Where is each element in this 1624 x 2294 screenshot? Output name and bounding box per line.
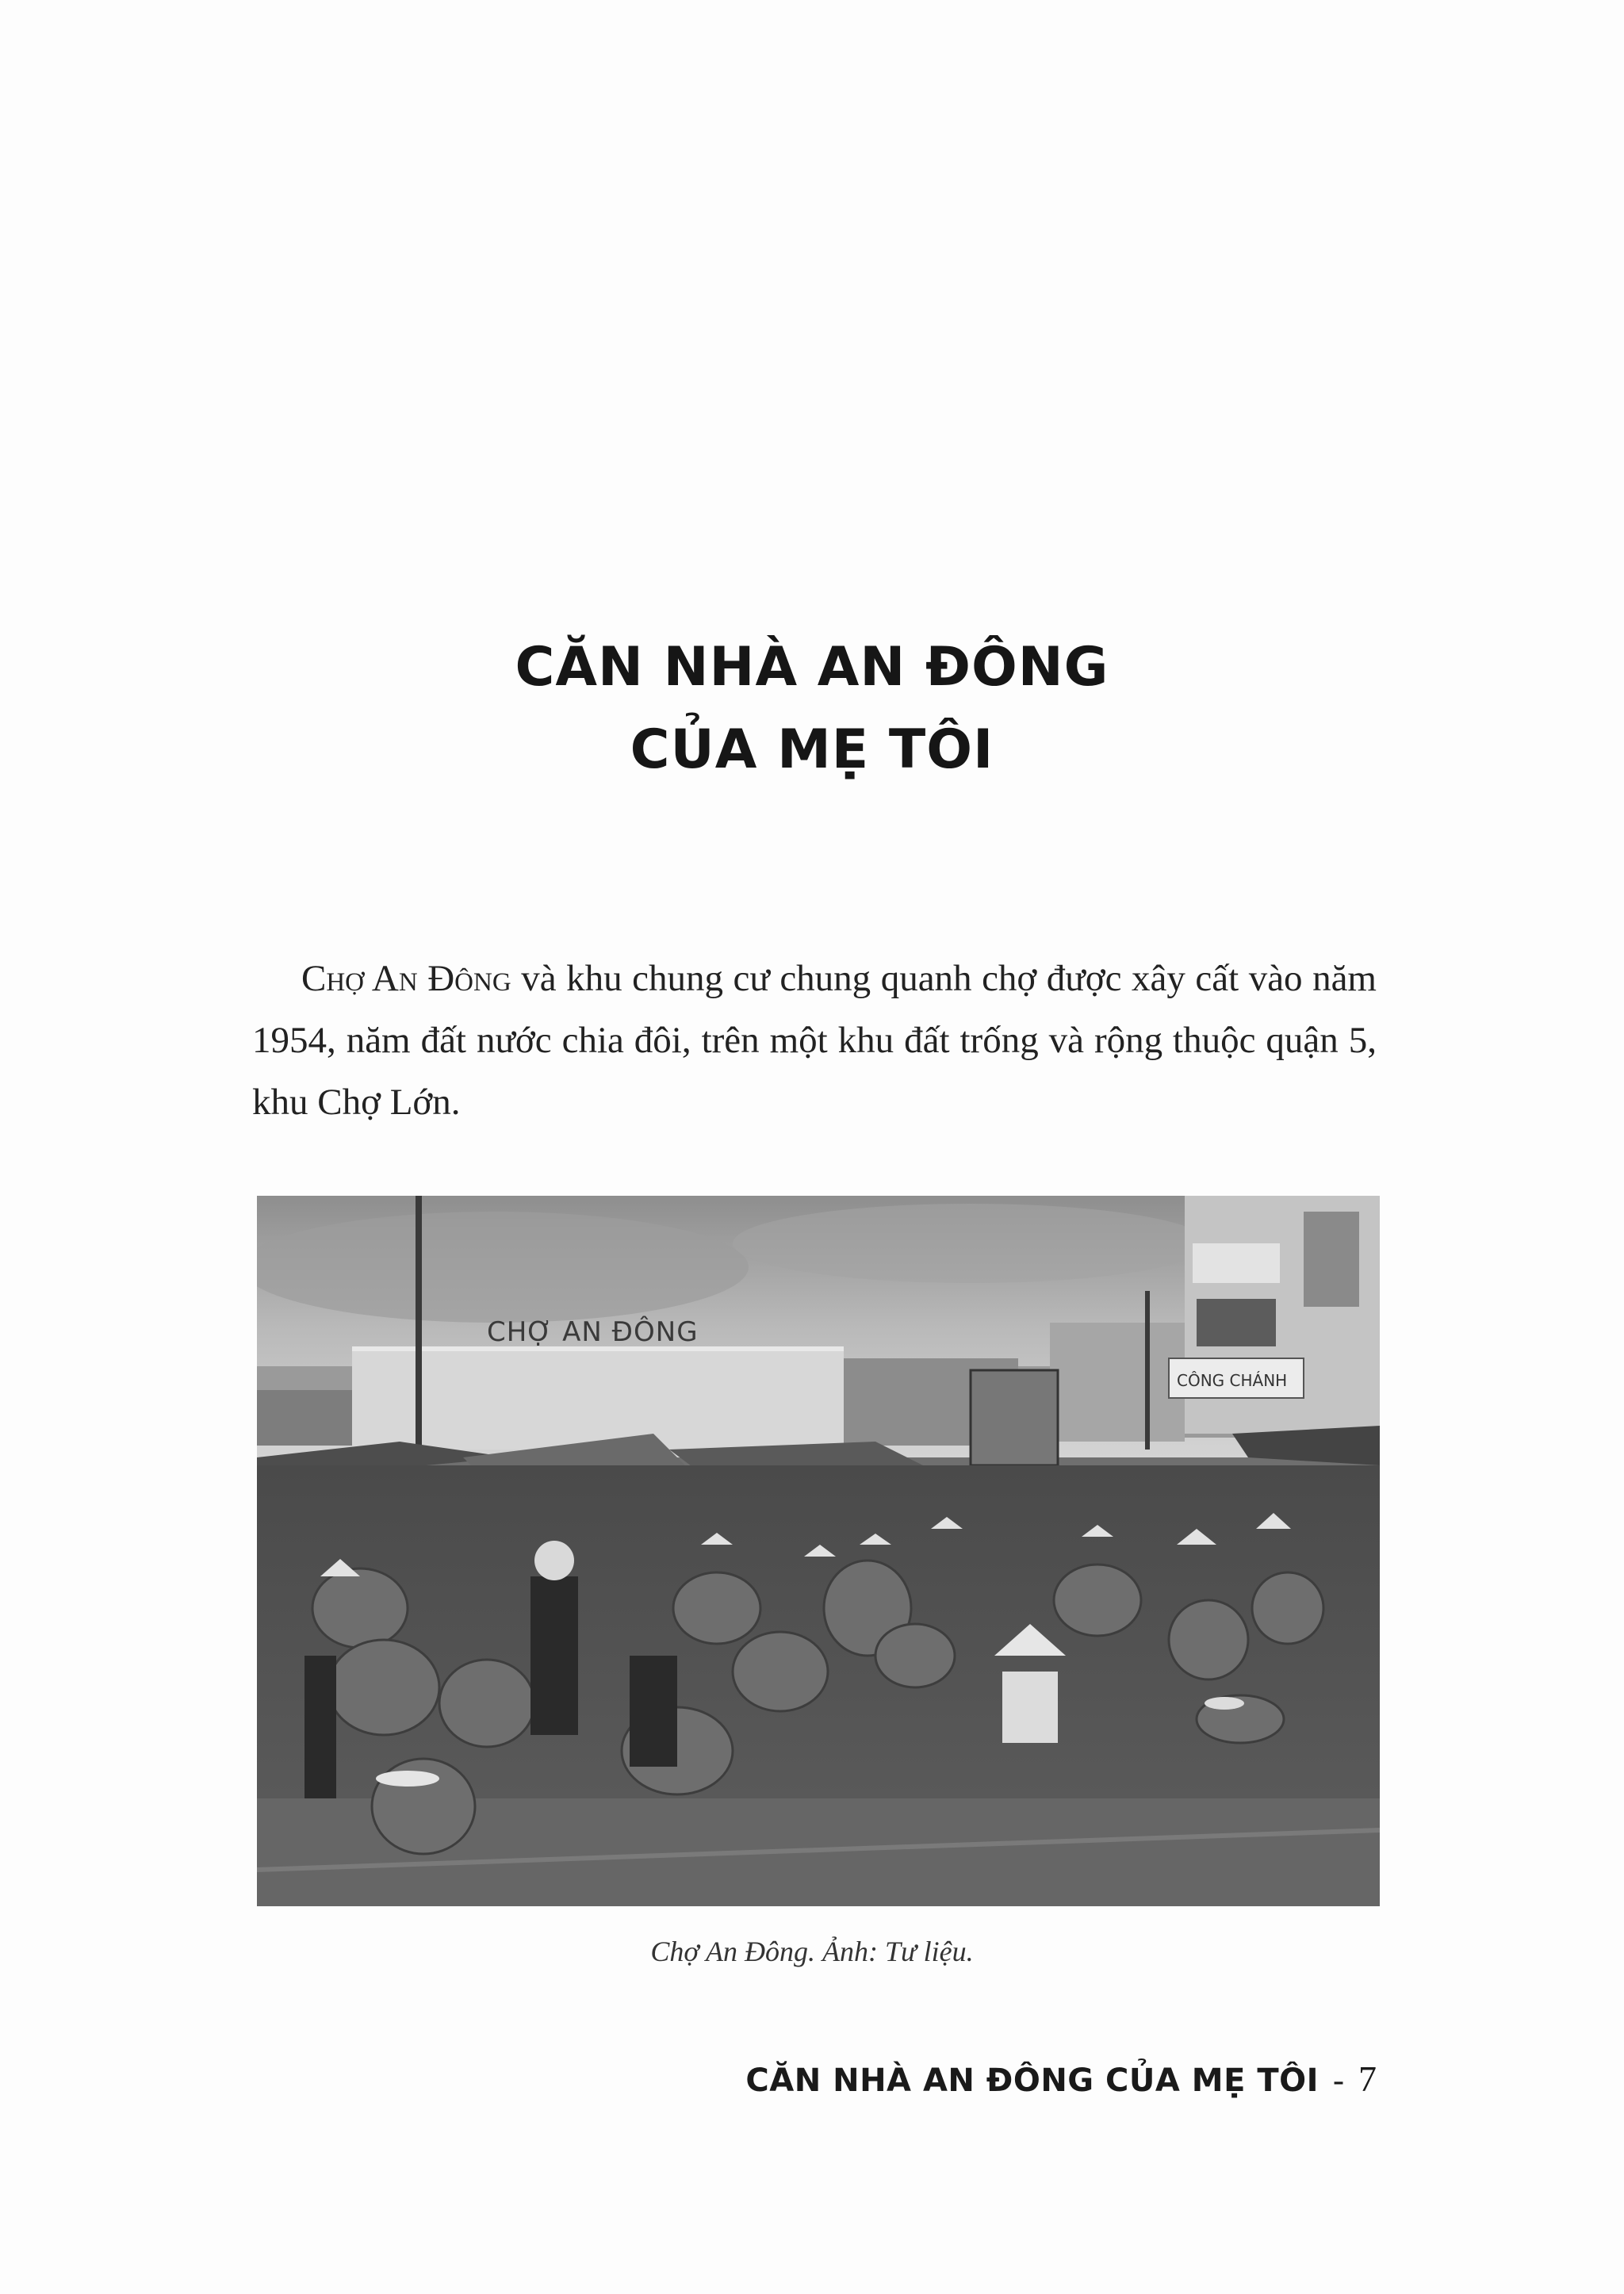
- footer-separator: -: [1333, 2062, 1344, 2099]
- running-title: CĂN NHÀ AN ĐÔNG CỦA MẸ TÔI: [745, 2062, 1319, 2099]
- photo-sign-shop: CÔNG CHÁNH: [1177, 1371, 1288, 1390]
- chapter-title-line-1: CĂN NHÀ AN ĐÔNG: [515, 636, 1109, 699]
- page-footer: [745, 2058, 1377, 2100]
- chapter-title-line-2: CỦA MẸ TÔI: [630, 718, 994, 781]
- photo-sign-market: CHỢ AN ĐÔNG: [487, 1316, 699, 1348]
- body-paragraph: [252, 948, 1377, 1133]
- paragraph-lead-smallcaps: Chợ An Đông: [301, 958, 511, 999]
- photo-caption: Chợ An Đông. Ảnh: Tư liệu.: [650, 1936, 974, 1967]
- page-number: 7: [1358, 2058, 1377, 2099]
- market-photo: [257, 1196, 1380, 1906]
- chapter-title: [0, 626, 1624, 791]
- paragraph-text: và khu chung cư chung quanh chợ được xây cất vào năm 1954, năm đất nước chia đôi, trên một khu đất trống và rộng thuộc quận 5, khu Chợ Lớn.: [252, 958, 1377, 1123]
